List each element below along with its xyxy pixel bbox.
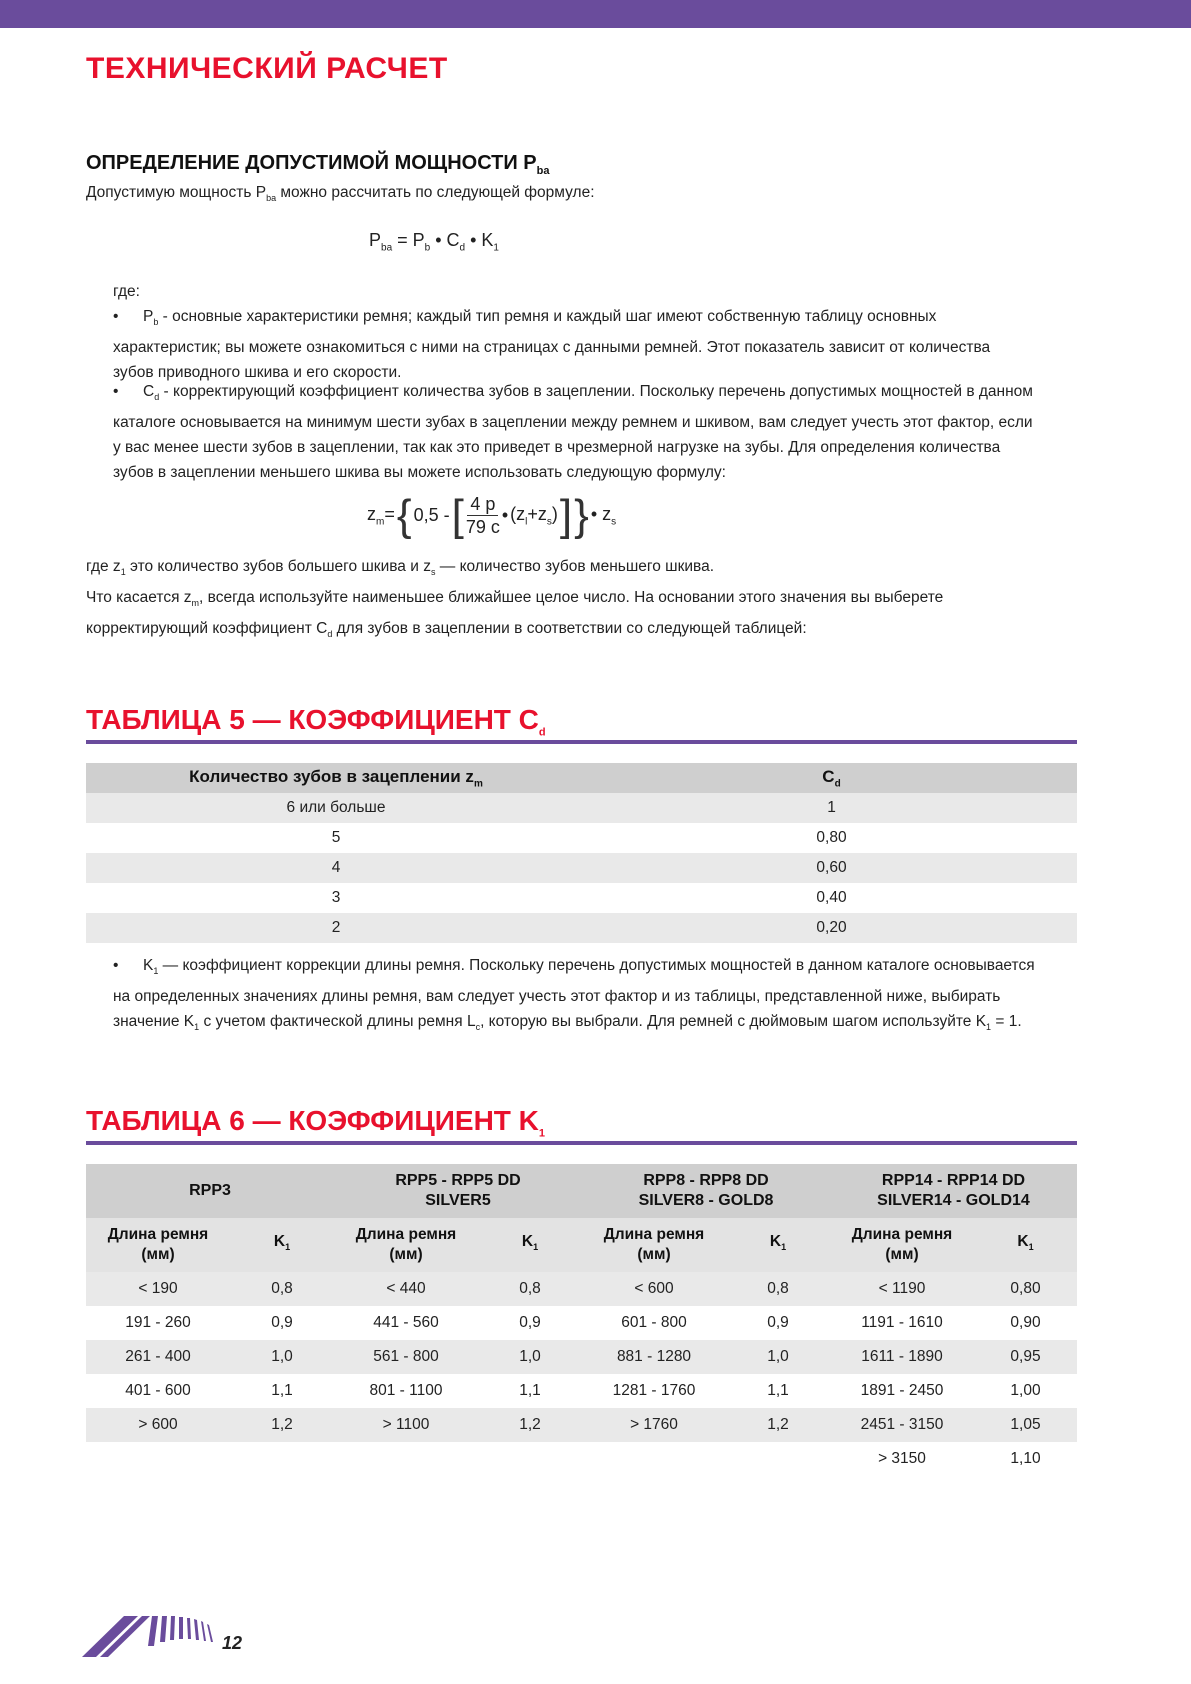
bullet-dot: • — [113, 383, 119, 400]
table-cell: 0,95 — [974, 1340, 1077, 1374]
bullet-dot: • — [113, 308, 119, 325]
group-header-rpp14: RPP14 - RPP14 DD SILVER14 - GOLD14 — [830, 1164, 1077, 1218]
formula-pba: $P_{ba} = P_b$ • $C_d$ • $K_1$ — [369, 230, 499, 254]
table6 — [86, 1164, 1077, 1476]
table5 — [86, 763, 1077, 943]
table-cell: 1,0 — [478, 1340, 582, 1374]
table-cell — [726, 1442, 830, 1476]
table-cell: 6 или больше — [86, 793, 586, 823]
table-cell: 401 - 600 — [125, 1382, 191, 1399]
table-cell: 3 — [331, 889, 341, 906]
table-cell: < 190 — [86, 1272, 230, 1306]
bullet-cd-line4: зубов в зацеплении меньшего шкива вы можете использовать следующую формулу: — [113, 464, 726, 482]
table-cell: 0,90 — [1010, 1314, 1041, 1331]
table-cell: 1,2 — [478, 1408, 582, 1442]
table-cell: 0,8 — [478, 1272, 582, 1306]
bullet-pb: • $P_b$ - основные характеристики ремня; каждый тип ремня и каждый шаг имеют собственную таблицу основных характеристик; вы можете ознакомиться с ними на страницах с данными ремней. Этот показатель зависит от количества зубов приводного шкива и его скорости. — [113, 304, 1083, 385]
table-cell: 1,0 — [230, 1340, 334, 1374]
table-cell: 561 - 800 — [334, 1340, 478, 1374]
col-length: Длина ремня (мм) — [334, 1218, 478, 1272]
page-number: 12 — [222, 1633, 243, 1653]
table-cell: 881 - 1280 — [582, 1340, 726, 1374]
table-cell: 601 - 800 — [621, 1314, 687, 1331]
table-cell: 1,1 — [271, 1382, 293, 1399]
table5-rule — [86, 740, 1077, 744]
table-cell: 1611 - 1890 — [830, 1340, 974, 1374]
table-cell — [478, 1442, 582, 1476]
table-row — [86, 883, 1077, 913]
table-cell: 4 — [86, 853, 586, 883]
table-cell: 1,1 — [767, 1382, 789, 1399]
table-cell: 191 - 260 — [125, 1314, 191, 1331]
bullet-cd-line3: у вас менее шести зубов в зацеплении, так как это приведет в чрезмерной нагрузке на зубы. Для определения количества — [113, 439, 1001, 457]
bullet-cd: • $C_d$ - корректирующий коэффициент количества зубов в зацеплении. Поскольку перечень допустимых мощностей в данном каталоге основывается на минимум шести зубах в зацеплении между ремнем и шкивом, вам следует учесть этот фактор, если у вас менее шести зубов в зацеплении, так как это приведет в чрезмерной нагрузке на зубы. Для определения количества зубов в зацеплении меньшего шкива вы можете использовать следующую формулу: — [113, 379, 1083, 485]
table6-title: ТАБЛИЦА 6 — КОЭФФИЦИЕНТ $K_1$ — [86, 1105, 546, 1140]
col-length: Длина ремня (мм) — [86, 1218, 230, 1272]
table-cell: 1,0 — [726, 1340, 830, 1374]
table-cell: < 1190 — [830, 1272, 974, 1306]
bullet-pb-line3: зубов приводного шкива и его скорости. — [113, 364, 402, 382]
group-header-rpp3: RPP3 — [86, 1164, 334, 1218]
table-row — [86, 1408, 1077, 1442]
table-cell: 0,60 — [586, 853, 1077, 883]
table-cell: 1,05 — [974, 1408, 1077, 1442]
bullet-k1: • $K_1$ — коэффициент коррекции длины ремня. Поскольку перечень допустимых мощностей в данном каталоге основывается на определенных значениях длины ремня, вам следует учесть этот фактор и из таблицы, представленной ниже, выбирать значение $K_1$ с учетом фактической длины ремня $L_c$, которую вы выбрали. Для ремней с дюймовым шагом используйте $K_1 = 1$. — [113, 953, 1093, 1040]
bullet-k1-line2: на определенных значениях длины ремня, вам следует учесть этот фактор и из таблицы, представленной ниже, выбирать — [113, 988, 1001, 1006]
explanation-text: где $z_1$ это количество зубов большего шкива и $z_s$ — количество зубов меньшего шкива. Что касается $z_m$, всегда используйте наименьшее ближайшее целое число. На основании этого значения вы выберете корректирующий коэффициент $C_d$ для зубов в зацеплении в соответствии со следующей таблицей: — [86, 558, 944, 640]
table-cell — [230, 1442, 334, 1476]
where-label: где: — [113, 283, 140, 300]
table-cell: 1 — [586, 793, 1077, 823]
table-cell: 0,8 — [230, 1272, 334, 1306]
table5-col-teeth: Количество зубов в зацеплении $z_m$ — [86, 763, 586, 793]
table-row — [86, 913, 1077, 943]
col-k1: $K_1$ — [726, 1218, 830, 1272]
table5-col-cd: $C_d$ — [586, 763, 1077, 793]
table-cell — [582, 1442, 726, 1476]
group-header-rpp5: RPP5 - RPP5 DD SILVER5 — [334, 1164, 582, 1218]
intro-text: Допустимую мощность $P_{ba}$ можно рассчитать по следующей формуле: — [86, 184, 595, 204]
table-row — [86, 853, 1077, 883]
table-cell: 1,2 — [230, 1408, 334, 1442]
bullet-cd-line2: каталоге основывается на минимум шести зубах в зацеплении между ремнем и шкивом, вам следует учесть этот фактор, если — [113, 414, 1033, 432]
table-cell: > 1100 — [334, 1408, 478, 1442]
col-length: Длина ремня (мм) — [830, 1218, 974, 1272]
table-cell: 1191 - 1610 — [861, 1314, 943, 1331]
table-cell: 0,80 — [974, 1272, 1077, 1306]
table-cell: 0,9 — [519, 1314, 541, 1331]
table-cell: 5 — [331, 829, 341, 846]
col-k1: $K_1$ — [974, 1218, 1077, 1272]
table-cell: 0,9 — [271, 1314, 293, 1331]
fraction: 4 p 79 c — [465, 494, 500, 537]
table-cell — [86, 1442, 230, 1476]
table-cell: 2 — [86, 913, 586, 943]
bullet-pb-line2: характеристик; вы можете ознакомиться с ними на страницах с данными ремней. Этот показатель зависит от количества — [113, 339, 991, 357]
table-row — [86, 1272, 1077, 1306]
col-k1: $K_1$ — [478, 1218, 582, 1272]
table-row — [86, 1306, 1077, 1340]
table-cell: > 600 — [86, 1408, 230, 1442]
group-header-rpp8: RPP8 - RPP8 DD SILVER8 - GOLD8 — [582, 1164, 830, 1218]
table-cell: < 440 — [334, 1272, 478, 1306]
table-cell: > 1760 — [582, 1408, 726, 1442]
table-cell: 0,20 — [586, 913, 1077, 943]
col-length: Длина ремня (мм) — [582, 1218, 726, 1272]
table-cell: < 600 — [582, 1272, 726, 1306]
table-cell: 801 - 1100 — [369, 1382, 443, 1399]
table-row — [86, 1340, 1077, 1374]
table-cell: 1,00 — [1010, 1382, 1041, 1399]
table-cell: 0,80 — [816, 829, 847, 846]
table-cell: 261 - 400 — [86, 1340, 230, 1374]
table-cell: 1,1 — [519, 1382, 541, 1399]
table-cell — [334, 1442, 478, 1476]
table-row — [86, 823, 1077, 853]
table-cell: 0,8 — [726, 1272, 830, 1306]
section-heading: ОПРЕДЕЛЕНИЕ ДОПУСТИМОЙ МОЩНОСТИ $P_{ba}$ — [86, 152, 550, 177]
table6-rule — [86, 1141, 1077, 1145]
table-cell: 0,9 — [767, 1314, 789, 1331]
table-cell: > 3150 — [878, 1450, 926, 1467]
top-color-bar — [0, 0, 1191, 28]
formula-zm: $z_m=$ { 0,5 - [ 4 p 79 c • $(z_l+z_s)$ ] } • $z_s$ — [367, 490, 617, 540]
table-cell: 2451 - 3150 — [830, 1408, 974, 1442]
table-cell: 1,10 — [1010, 1450, 1041, 1467]
col-k1: $K_1$ — [230, 1218, 334, 1272]
page-title: ТЕХНИЧЕСКИЙ РАСЧЕТ — [86, 52, 448, 85]
table-cell: 1281 - 1760 — [612, 1382, 696, 1399]
table-cell: 1,2 — [726, 1408, 830, 1442]
table-row — [86, 1374, 1077, 1408]
table-row — [86, 793, 1077, 823]
bullet-dot: • — [113, 957, 119, 974]
table-cell: 1891 - 2450 — [860, 1382, 944, 1399]
table-row — [86, 1442, 1077, 1476]
table-cell: 0,40 — [816, 889, 847, 906]
table5-title: ТАБЛИЦА 5 — КОЭФФИЦИЕНТ $C_d$ — [86, 704, 546, 739]
table-cell: 441 - 560 — [373, 1314, 439, 1331]
